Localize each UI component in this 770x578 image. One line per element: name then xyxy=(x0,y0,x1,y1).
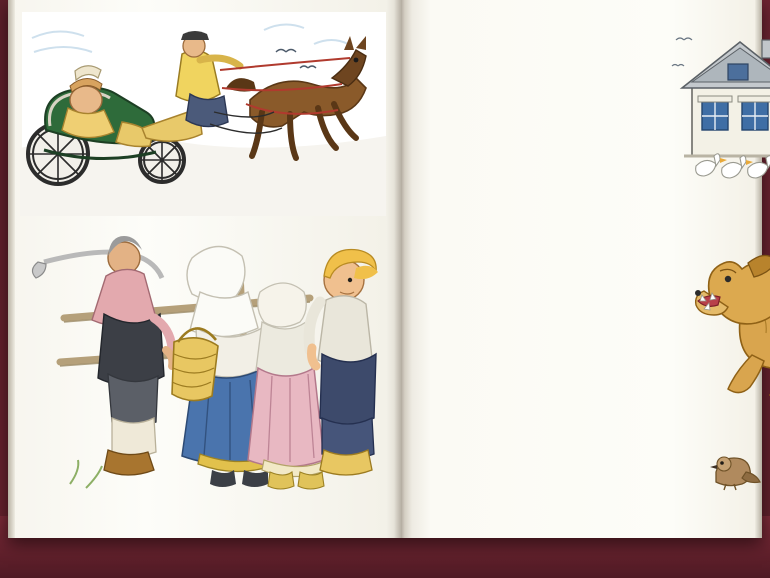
illustration-barking-dog xyxy=(692,245,770,405)
illustration-village-house xyxy=(670,20,770,180)
left-page xyxy=(8,0,402,538)
illustration-sparrow xyxy=(702,442,762,492)
book-gutter xyxy=(394,0,412,538)
illustration-villagers xyxy=(24,222,394,512)
open-book xyxy=(8,0,762,538)
illustration-carriage xyxy=(14,8,394,223)
right-page xyxy=(402,0,762,538)
